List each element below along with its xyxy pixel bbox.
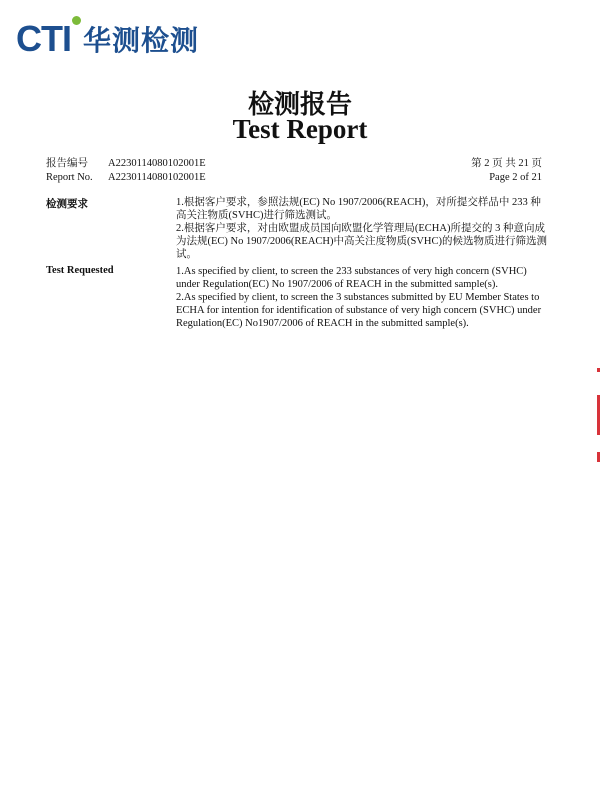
report-no-label-en: Report No. <box>46 172 93 183</box>
page-number-cn: 第 2 页 共 21 页 <box>471 158 542 169</box>
report-no-label-cn: 报告编号 <box>46 158 88 169</box>
requirements-text-en <box>176 265 548 330</box>
report-no-value-en: A2230114080102001E <box>108 172 206 183</box>
report-title-en: Test Report <box>232 114 368 144</box>
requirement-cn-1: 1.根据客户要求，参照法规(EC) No 1907/2006(REACH)，对所提交样品中 233 种高关注物质(SVHC)进行筛选测试。 <box>176 197 541 221</box>
logo-cti-text: CTI <box>16 18 71 59</box>
logo-dot-icon <box>72 16 81 25</box>
report-no-value-cn: A2230114080102001E <box>108 158 206 169</box>
requirements-label-en: Test Requested <box>46 265 114 276</box>
report-no-en-row <box>46 171 206 185</box>
requirements-label-cn: 检测要求 <box>46 199 88 210</box>
report-title-cn: 检测报告 <box>247 90 352 120</box>
requirement-cn-2: 2.根据客户要求，对由欧盟成员国向欧盟化学管理局(ECHA)所提交的 3 种意向成为法规(EC) No 1907/2006(REACH)中高关注度物质(SVHC)的候选物质进行筛选测试。 <box>176 223 547 260</box>
requirement-en-1: 1.As specified by client, to screen the 233 substances of very high concern (SVHC) under Regulation(EC) No 1907/2006 of REACH in the submitted sample(s). <box>176 266 527 290</box>
logo-cn-text: 华测检测 <box>83 24 200 57</box>
requirements-text-cn <box>176 196 548 261</box>
requirement-en-2: 2.As specified by client, to screen the 3 substances submitted by EU Member States to ECHA for intention for identification of substance of very high concern (SVHC) under Regulation(EC) No1907/2006 of REACH in the submitted sample(s). <box>176 292 542 329</box>
page-number-en: Page 2 of 21 <box>489 172 542 183</box>
report-no-cn-row <box>46 157 206 171</box>
company-logo <box>16 18 199 60</box>
